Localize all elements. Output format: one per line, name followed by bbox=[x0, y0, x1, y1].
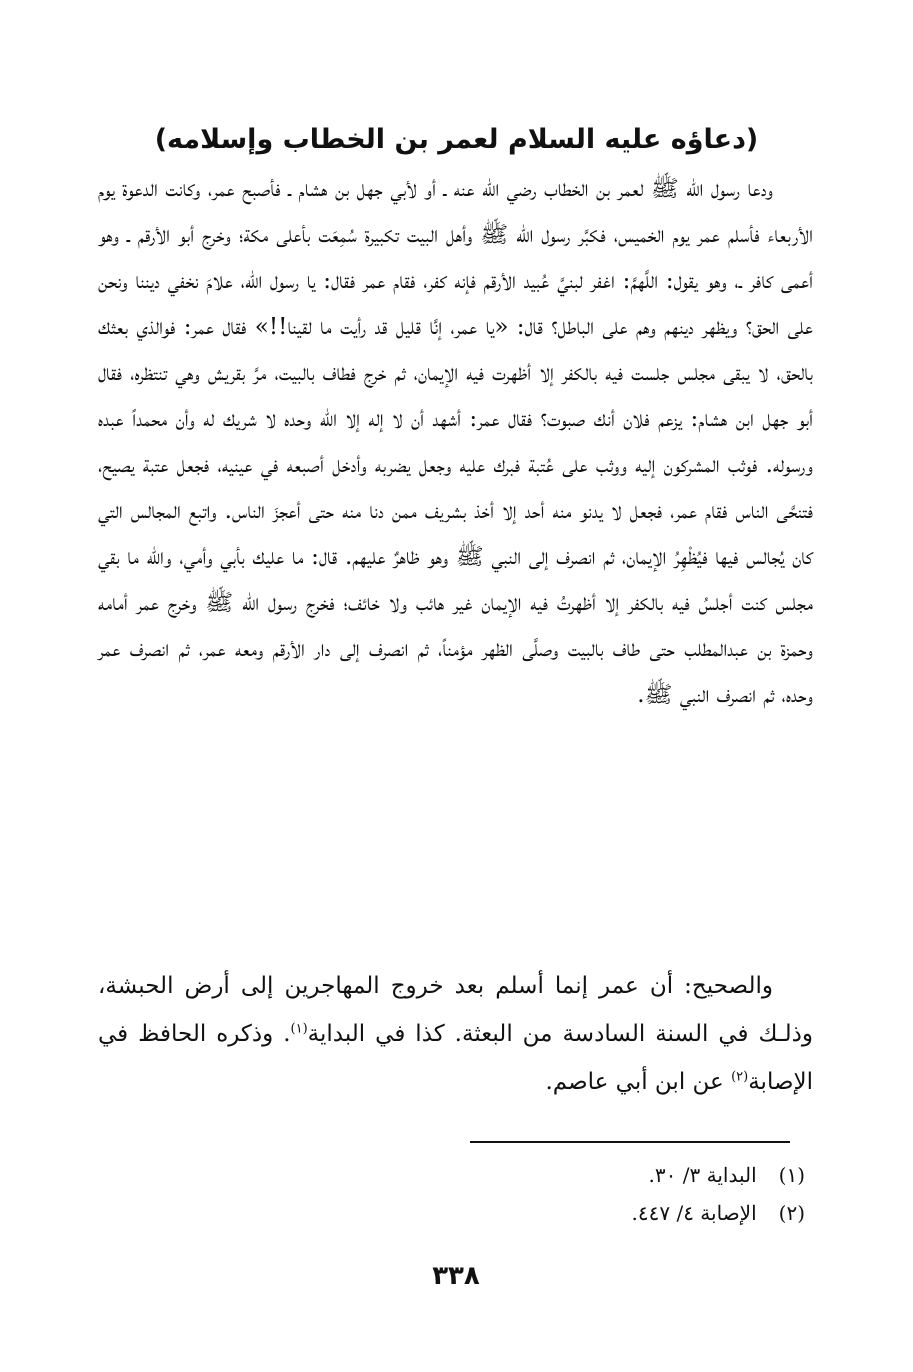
footnote-item bbox=[470, 1194, 805, 1232]
footnote-item bbox=[470, 1156, 805, 1194]
footnote-divider bbox=[470, 1141, 790, 1143]
correction-text-1: والصحيح: أن عمر إنما أسلم بعد خروج المهاجرين إلى أرض الحبشة، وذلـك في السنة السادسة من البعثة. كذا في البداية bbox=[98, 973, 813, 1047]
footnote-number: (٢) bbox=[778, 1201, 805, 1225]
correction-text-2: . وذكره الحافظ في الإصابة bbox=[98, 1021, 813, 1095]
correction-paragraph bbox=[98, 962, 813, 1106]
footnote-number: (١) bbox=[778, 1163, 805, 1187]
page-number: ٣٣٨ bbox=[432, 1261, 480, 1291]
correction-text-3: عن ابن أبي عاصم. bbox=[545, 1069, 732, 1095]
footnote-text: البداية ٣/ ٣٠. bbox=[648, 1163, 757, 1187]
chapter-title: (دعاؤه عليه السلام لعمر بن الخطاب وإسلامه) bbox=[154, 124, 759, 155]
footnote-ref-2: (٢) bbox=[731, 1069, 749, 1085]
main-paragraph: ودعا رسول الله ﷺ لعمر بن الخطاب رضي الله عنه ـ أو لأبي جهل بن هشام ـ فأصبح عمر، وكانت الدعوة يوم الأربعاء فأسلم عمر يوم الخميس، فكبَّر رسول الله ﷺ وأهل البيت تكبيرة سُمِعَت بأعلى مكة؛ وخرج أبو الأرقم ـ وهو أعمى كافر ـ، وهو يقول: اللَّهمَّ: اغفر لبنيَّ عُبيد الأرقم فإنه كفر، فقام عمر فقال: يا رسول الله، علامَ نخفي ديننا ونحن على الحق؟ ويظهر دينهم وهم على الباطل؟ قال: «يا عمر، إنَّا قليل قد رأيت ما لقينا!!» فقال عمر: فوالذي بعثك بالحق، لا يبقى مجلس جلست فيه بالكفر إلا أظهرت فيه الإيمان، ثم خرج فطاف بالبيت، مرَّ بقريش وهي تنتظره، فقال أبو جهل ابن هشام: يزعم فلان أنك صبوت؟ فقال عمر: أشهد أن لا إله إلا الله وحده لا شريك له وأن محمداً عبده ورسوله. فوثب المشركون إليه ووثب على عُتبة فبرك عليه وجعل يضربه وأدخل أصبعه في عينيه، فجعل عتبة يصيح، فتنحَّى الناس فقام عمر، فجعل لا يدنو منه أحد إلا أخذ بشريف ممن دنا منه حتى أعجزَ الناس. واتبع المجالس التي كان يُجالس فيها فيُظْهِرُ الإيمان، ثم انصرف إلى النبي ﷺ وهو ظاهرٌ عليهم. قال: ما عليك بأبي وأمي، والله ما بقي مجلس كنت أجلسُ فيه بالكفر إلا أظهرتُ فيه الإيمان غير هائب ولا خائف؛ فخرج رسول الله ﷺ وخرج عمر أمامه وحمزة بن عبدالمطلب حتى طاف بالبيت وصلَّى الظهر مؤمناً، ثم انصرف إلى دار الأرقم ومعه عمر، ثم انصرف عمر وحده، ثم انصرف النبي ﷺ. bbox=[98, 176, 813, 708]
footnote-ref-1: (١) bbox=[290, 1021, 308, 1037]
footnotes bbox=[470, 1156, 805, 1232]
footnote-text: الإصابة ٤/ ٤٤٧. bbox=[631, 1201, 757, 1225]
